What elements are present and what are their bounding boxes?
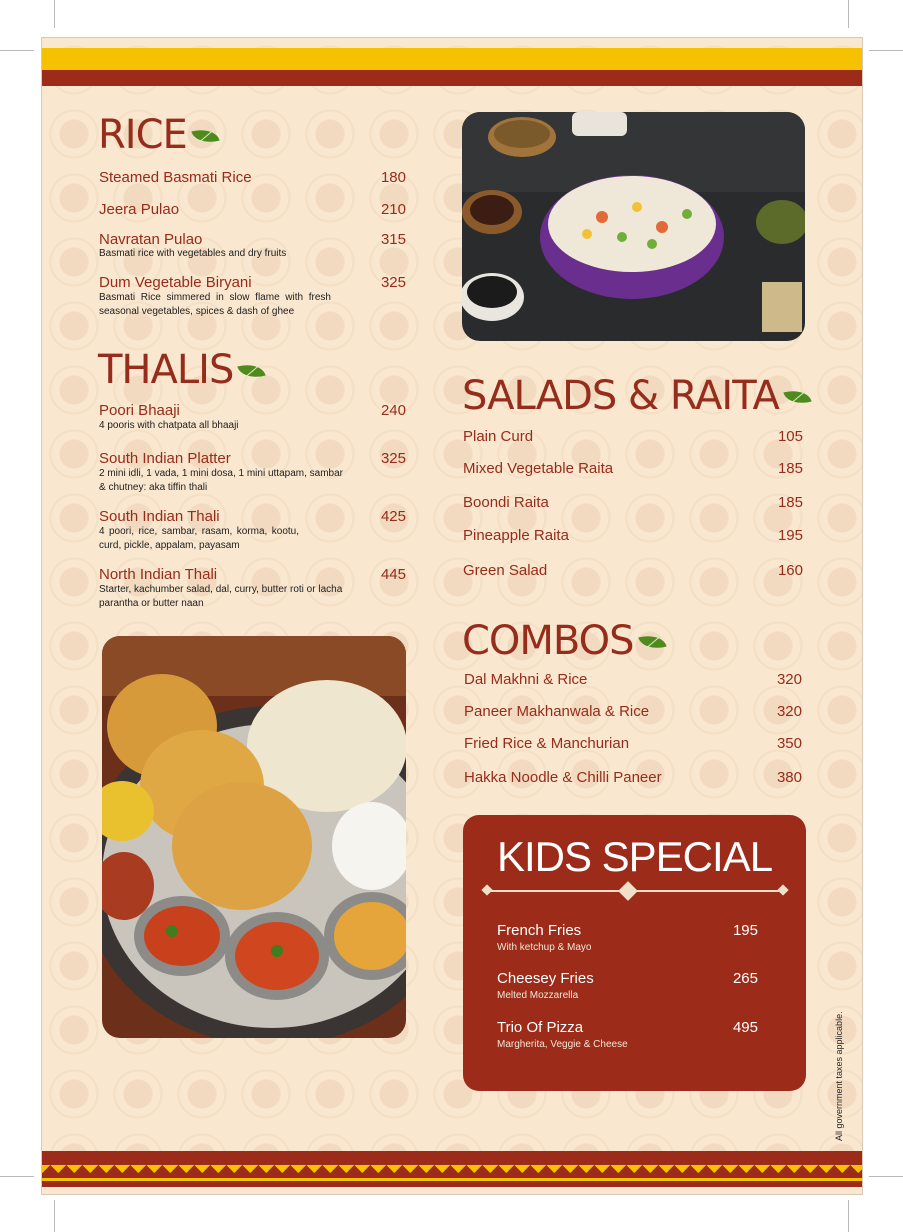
divider-ornament <box>618 881 638 901</box>
menu-item-name: North Indian Thali <box>99 566 218 583</box>
menu-item-price: 325 <box>380 450 406 467</box>
menu-item-name: Hakka Noodle & Chilli Paneer <box>464 769 662 786</box>
menu-item-price: 315 <box>380 231 406 248</box>
menu-item-name: Plain Curd <box>463 428 534 445</box>
menu-item-name: South Indian Platter <box>99 450 231 467</box>
crop-mark <box>869 1176 903 1177</box>
menu-item-name: Mixed Vegetable Raita <box>463 460 614 477</box>
crop-mark <box>54 1200 55 1232</box>
menu-item-price: 160 <box>777 562 803 579</box>
menu-item-desc: Basmati Rice simmered in slow flame with fresh seasonal vegetables, spices & dash of ghee <box>99 292 331 317</box>
pulao-bowl-image <box>462 112 805 341</box>
menu-item-price: 105 <box>777 428 803 445</box>
thalis-title: THALIS <box>98 347 234 393</box>
menu-item-name: Fried Rice & Manchurian <box>464 735 630 752</box>
kids-item-desc: With ketchup & Mayo <box>497 942 592 953</box>
kids-special-title: KIDS SPECIAL <box>496 833 773 880</box>
kids-item-name: Trio Of Pizza <box>497 1019 584 1036</box>
combos-heading <box>462 618 665 664</box>
menu-item-price: 240 <box>380 402 406 419</box>
menu-item-name: Paneer Makhanwala & Rice <box>464 703 650 720</box>
menu-item-name: Navratan Pulao <box>99 231 203 248</box>
crop-mark <box>869 50 903 51</box>
salads-heading <box>462 373 810 419</box>
menu-item-name: Dum Vegetable Biryani <box>99 274 252 291</box>
menu-item-desc: 4 pooris with chatpata all bhaaji <box>99 420 239 431</box>
menu-item-price: 210 <box>380 201 406 218</box>
kids-item-name: Cheesey Fries <box>497 970 594 987</box>
menu-item-name: South Indian Thali <box>99 508 220 525</box>
thali-photo <box>102 636 406 1038</box>
crop-mark <box>54 0 55 28</box>
rice-photo <box>462 112 805 341</box>
kids-item-price: 495 <box>732 1019 758 1036</box>
menu-item-price: 325 <box>380 274 406 291</box>
salads-title: SALADS & RAITA <box>462 373 779 419</box>
menu-page <box>41 37 863 1195</box>
menu-item-price: 425 <box>380 508 406 525</box>
divider-ornament <box>481 884 492 895</box>
menu-item-price: 185 <box>777 460 803 477</box>
kids-special-panel <box>463 815 806 1091</box>
menu-item-price: 445 <box>380 566 406 583</box>
bottom-yellow-stripe <box>42 1178 862 1181</box>
menu-item-name: Poori Bhaaji <box>99 402 180 419</box>
menu-item-name: Pineapple Raita <box>463 527 569 544</box>
menu-item-desc: Starter, kachumber salad, dal, curry, butter roti or lacha parantha or butter naan <box>99 584 343 609</box>
leaf-icon <box>638 631 666 653</box>
top-red-band <box>42 70 862 86</box>
rice-heading <box>98 112 218 158</box>
menu-item-name: Steamed Basmati Rice <box>99 169 252 186</box>
menu-item-name: Boondi Raita <box>463 494 549 511</box>
leaf-icon <box>238 360 266 382</box>
menu-item-name: Dal Makhni & Rice <box>464 671 588 688</box>
leaf-icon <box>783 386 811 408</box>
menu-item-price: 380 <box>776 769 802 786</box>
kids-item-price: 265 <box>732 970 758 987</box>
menu-item-price: 185 <box>777 494 803 511</box>
menu-item-price: 320 <box>776 671 802 688</box>
divider-ornament <box>777 884 788 895</box>
tax-note: All government taxes applicable. <box>834 1011 844 1141</box>
menu-item-price: 180 <box>380 169 406 186</box>
menu-item-name: Jeera Pulao <box>99 201 180 218</box>
kids-item-name: French Fries <box>497 922 582 939</box>
menu-item-desc: 2 mini idli, 1 vada, 1 mini dosa, 1 mini uttapam, sambar & chutney: aka tiffin thali <box>99 468 343 493</box>
crop-mark <box>0 50 34 51</box>
menu-item-price: 195 <box>777 527 803 544</box>
menu-item-price: 350 <box>776 735 802 752</box>
menu-item-price: 320 <box>776 703 802 720</box>
crop-mark <box>0 1176 34 1177</box>
top-yellow-band <box>42 48 862 70</box>
poori-thali-image <box>102 636 406 1038</box>
crop-mark <box>848 1200 849 1232</box>
kids-item-desc: Margherita, Veggie & Cheese <box>497 1039 628 1050</box>
menu-item-desc: 4 poori, rice, sambar, rasam, korma, kootu, curd, pickle, appalam, payasam <box>99 526 299 551</box>
rice-title: RICE <box>98 112 187 158</box>
combos-title: COMBOS <box>462 618 634 664</box>
crop-mark <box>848 0 849 28</box>
menu-item-desc: Basmati rice with vegetables and dry fruits <box>99 248 287 259</box>
leaf-icon <box>191 125 219 147</box>
thalis-heading <box>98 347 264 393</box>
kids-item-desc: Melted Mozzarella <box>497 990 579 1001</box>
bottom-triangle-border <box>42 1165 862 1177</box>
menu-item-name: Green Salad <box>463 562 548 579</box>
kids-item-price: 195 <box>732 922 758 939</box>
